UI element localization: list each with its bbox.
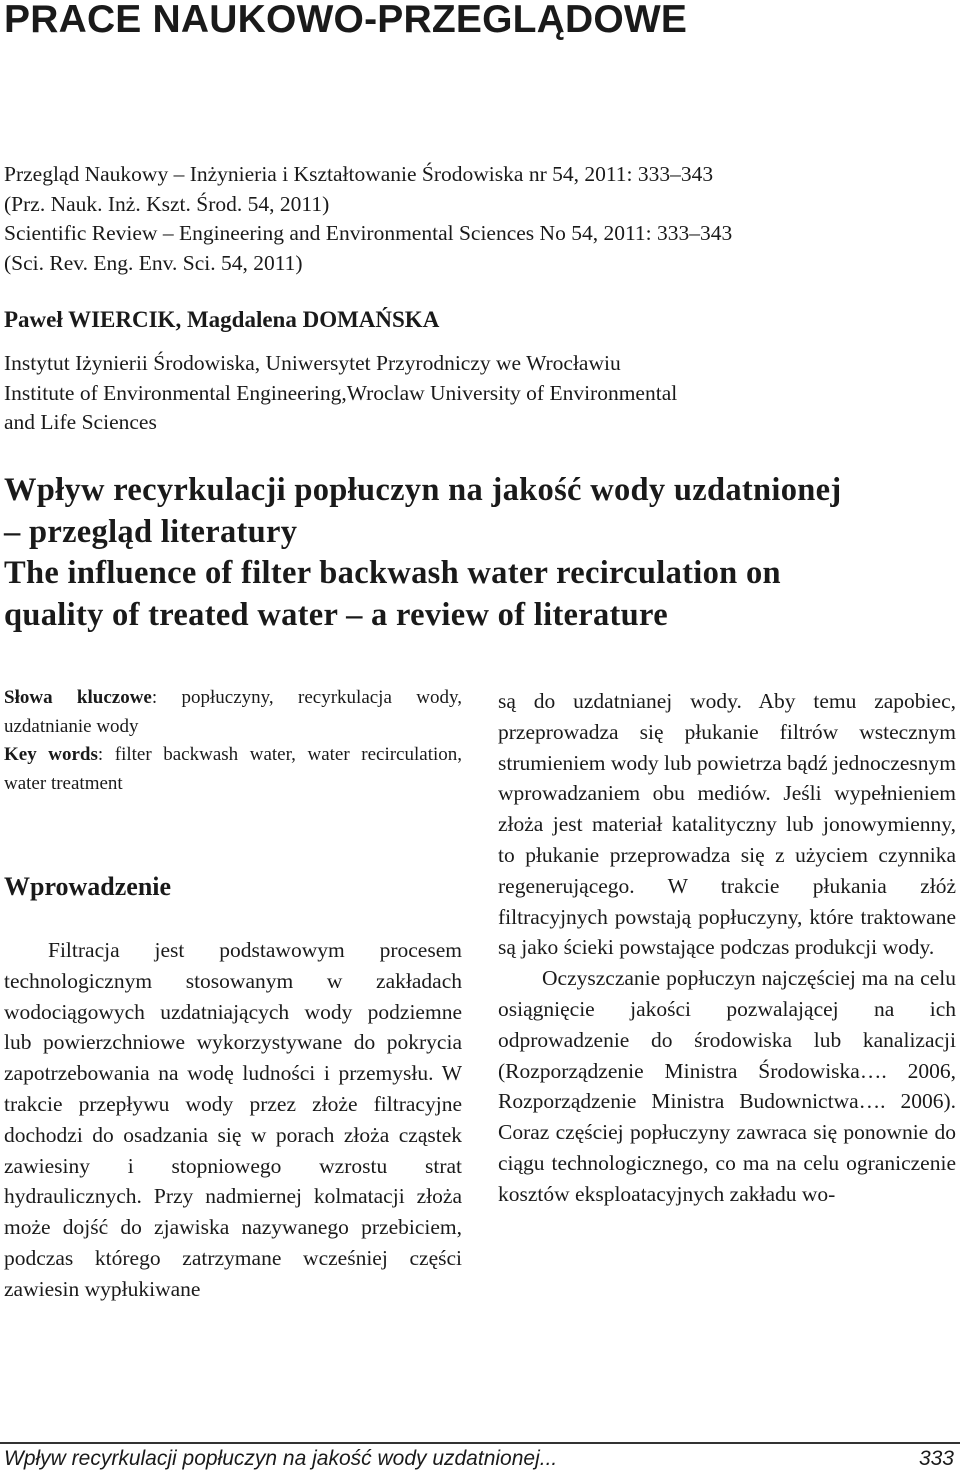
citation-line: Scientific Review – Engineering and Environmental Sciences No 54, 2011: 333–343 <box>4 221 733 245</box>
body-paragraph: Filtracja jest podstawowym procesem technologicznym stosowanym w zakładach wodociągowych uzdatniających wody podziemne lub powierzchniowe wykorzystywane do pokrycia zapotrzebowania na wodę ludności i przemysłu. W trakcie przepływu wody przez złoże filtracyjne dochodzi do osadzania się w porach złoża cząstek zawiesiny i stopniowego wzrostu strat hydraulicznych. Przy nadmiernej kolmatacji złoża może dojść do zjawiska nazywanego przebiciem, podczas którego zatrzymane wcześniej części zawiesin wypłukiwane <box>4 938 462 1301</box>
authors: Paweł WIERCIK, Magdalena DOMAŃSKA <box>4 307 440 332</box>
keywords-pl-label: Słowa kluczowe <box>4 687 152 708</box>
page-number: 333 <box>918 1447 954 1470</box>
intro-heading: Wprowadzenie <box>4 872 172 901</box>
footer-divider <box>0 1442 960 1444</box>
citation-line: (Prz. Nauk. Inż. Kszt. Środ. 54, 2011) <box>4 191 330 216</box>
title-en-line: The influence of filter backwash water recirculation on <box>4 555 781 591</box>
title-pl-line: – przegląd literatury <box>4 513 298 550</box>
left-column <box>4 684 462 1305</box>
keywords-en <box>4 741 462 798</box>
citation-line: (Sci. Rev. Eng. Env. Sci. 54, 2011) <box>4 250 303 275</box>
title-en-line: quality of treated water – a review of literature <box>4 596 668 633</box>
citation-line: Przegląd Naukowy – Inżynieria i Kształtowanie Środowiska nr 54, 2011: 333–343 <box>4 162 714 186</box>
keywords-pl <box>4 684 462 741</box>
article-title <box>4 470 954 636</box>
keywords-en-label: Key words <box>4 744 98 765</box>
affiliation-line: Institute of Environmental Engineering,Wroclaw University of Environmental <box>4 380 678 405</box>
affiliation-block <box>4 349 954 438</box>
section-header: PRACE NAUKOWO-PRZEGLĄDOWE <box>4 0 688 41</box>
keywords-en-text: : filter backwash water, water recirculation, water treatment <box>4 744 463 794</box>
title-pl-line: Wpływ recyrkulacji popłuczyn na jakość wody uzdatnionej <box>4 472 842 508</box>
affiliation-line: and Life Sciences <box>4 410 157 434</box>
body-paragraph: są do uzdatnianej wody. Aby temu zapobiec, przeprowadza się płukanie filtrów wstecznym strumieniem wody lub powietrza bądź jednoczesnym wprowadzaniem obu mediów. Jeśli wypełnieniem złoża jest materiał katalityczny lub jonowymienny, to płukanie przeprowadza się z użyciem czynnika regenerującego. W trakcie płukania złóż filtracyjnych powstają popłuczyny, które traktowane są jako ścieki powstające podczas produkcji wody. <box>498 689 956 960</box>
right-column <box>498 686 956 1210</box>
citation-block <box>4 160 944 278</box>
running-title: Wpływ recyrkulacji popłuczyn na jakość wody uzdatnionej... <box>4 1447 558 1470</box>
keywords-pl-text: : popłuczyny, recyrkulacja wody, uzdatnianie wody <box>4 687 462 737</box>
affiliation-line: Instytut Iżynierii Środowiska, Uniwersytet Przyrodniczy we Wrocławiu <box>4 351 621 375</box>
body-paragraph: Oczyszczanie popłuczyn najczęściej ma na celu osiągnięcie jakości pozwalającej na ich odprowadzenie do środowiska lub kanalizacji (Rozporządzenie Ministra Środowiska…. 2006, Rozporządzenie Ministra Budownictwa…. 2006). Coraz częściej popłuczyny zawraca się ponownie do ciągu technologicznego, co ma na celu ograniczenie kosztów eksploatacyjnych zakładu wo- <box>498 966 956 1206</box>
